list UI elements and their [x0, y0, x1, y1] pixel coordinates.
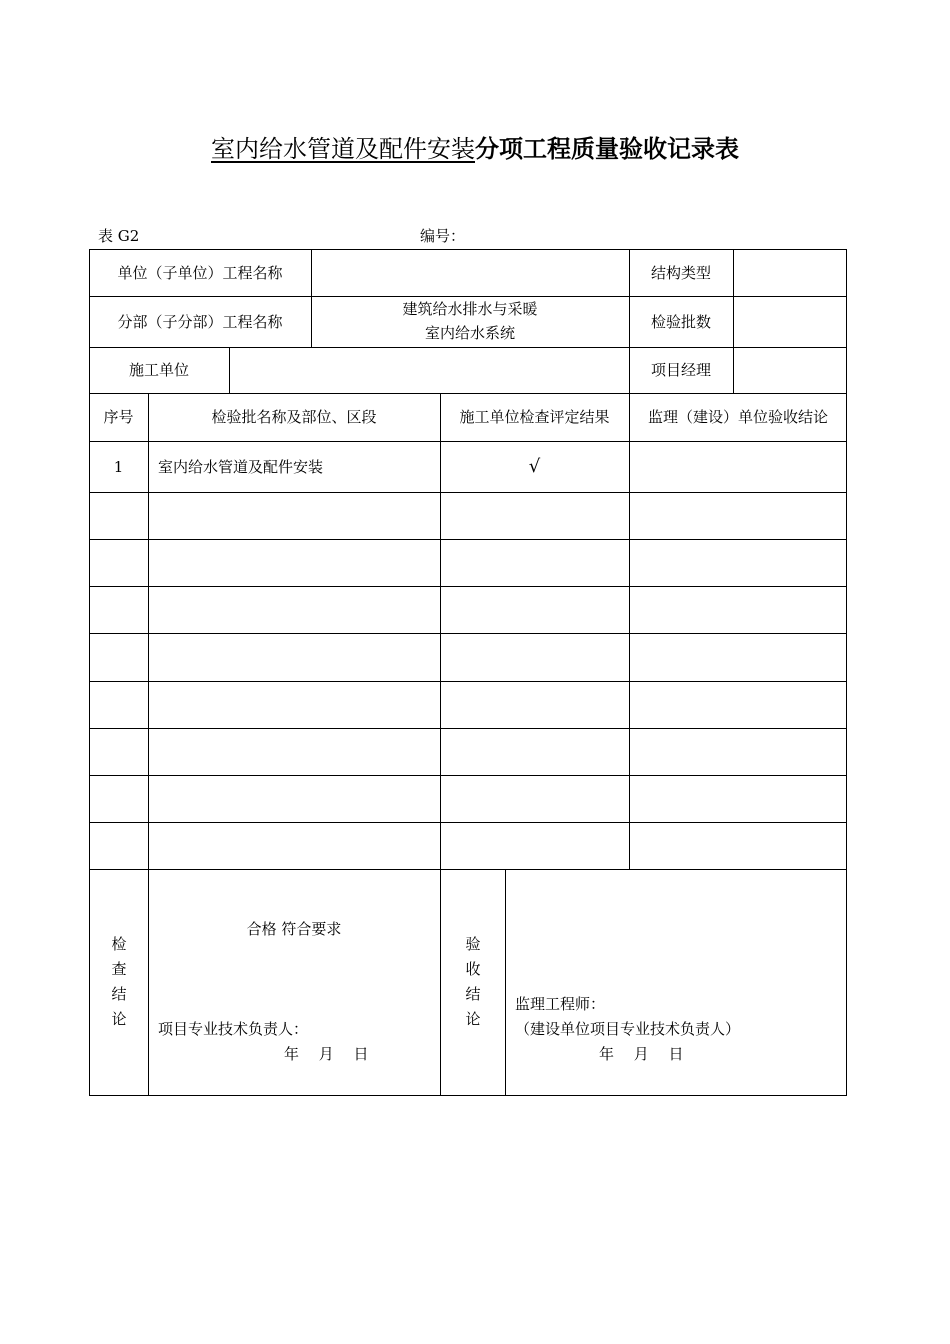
acceptance-date: 年 月 日	[599, 1045, 684, 1063]
title-form-name: 分项工程质量验收记录表	[475, 134, 739, 163]
row-1-batch-name: 室内给水管道及配件安装	[158, 458, 324, 476]
document-title	[0, 130, 950, 168]
column-header-supervisor-result: 监理（建设）单位验收结论	[647, 408, 828, 426]
row-1-seq: 1	[113, 458, 124, 476]
check-signer-label: 项目专业技术负责人：	[158, 1020, 309, 1038]
division-name-label: 分部（子分部）工程名称	[117, 313, 283, 331]
check-label-char-2: 查	[111, 960, 127, 978]
row-1-check-mark[interactable]: √	[528, 456, 541, 477]
number-label: 编号：	[420, 227, 466, 245]
structure-type-label: 结构类型	[650, 264, 711, 282]
acceptance-conclusion-label	[463, 932, 483, 1032]
check-conclusion-label	[109, 932, 129, 1032]
inspection-record-table	[89, 249, 847, 1096]
owner-technical-lead-label: （建设单位项目专业技术负责人）	[515, 1020, 741, 1038]
supervisor-engineer-label: 监理工程师：	[515, 995, 606, 1013]
accept-label-char-3: 结	[465, 985, 481, 1003]
check-date: 年 月 日	[284, 1045, 369, 1063]
accept-label-char-1: 验	[465, 935, 481, 953]
title-project-name: 室内给水管道及配件安装	[211, 135, 475, 163]
accept-label-char-4: 论	[465, 1010, 481, 1028]
column-header-batch-name: 检验批名称及部位、区段	[211, 408, 377, 426]
column-header-seq: 序号	[103, 408, 134, 426]
project-manager-label: 项目经理	[650, 361, 711, 379]
check-conclusion-text[interactable]: 合格 符合要求	[246, 920, 342, 938]
accept-label-char-2: 收	[465, 960, 481, 978]
contractor-label: 施工单位	[128, 361, 189, 379]
check-label-char-3: 结	[111, 985, 127, 1003]
division-name-line1: 建筑给水排水与采暖	[402, 300, 538, 318]
batch-count-label: 检验批数	[650, 313, 711, 331]
unit-name-label: 单位（子单位）工程名称	[117, 264, 283, 282]
division-name-value[interactable]	[311, 297, 629, 345]
check-label-char-4: 论	[111, 1010, 127, 1028]
table-code: 表 G2	[98, 227, 140, 245]
division-name-line2: 室内给水系统	[424, 324, 515, 342]
check-label-char-1: 检	[111, 935, 127, 953]
column-header-contractor-result: 施工单位检查评定结果	[459, 408, 610, 426]
